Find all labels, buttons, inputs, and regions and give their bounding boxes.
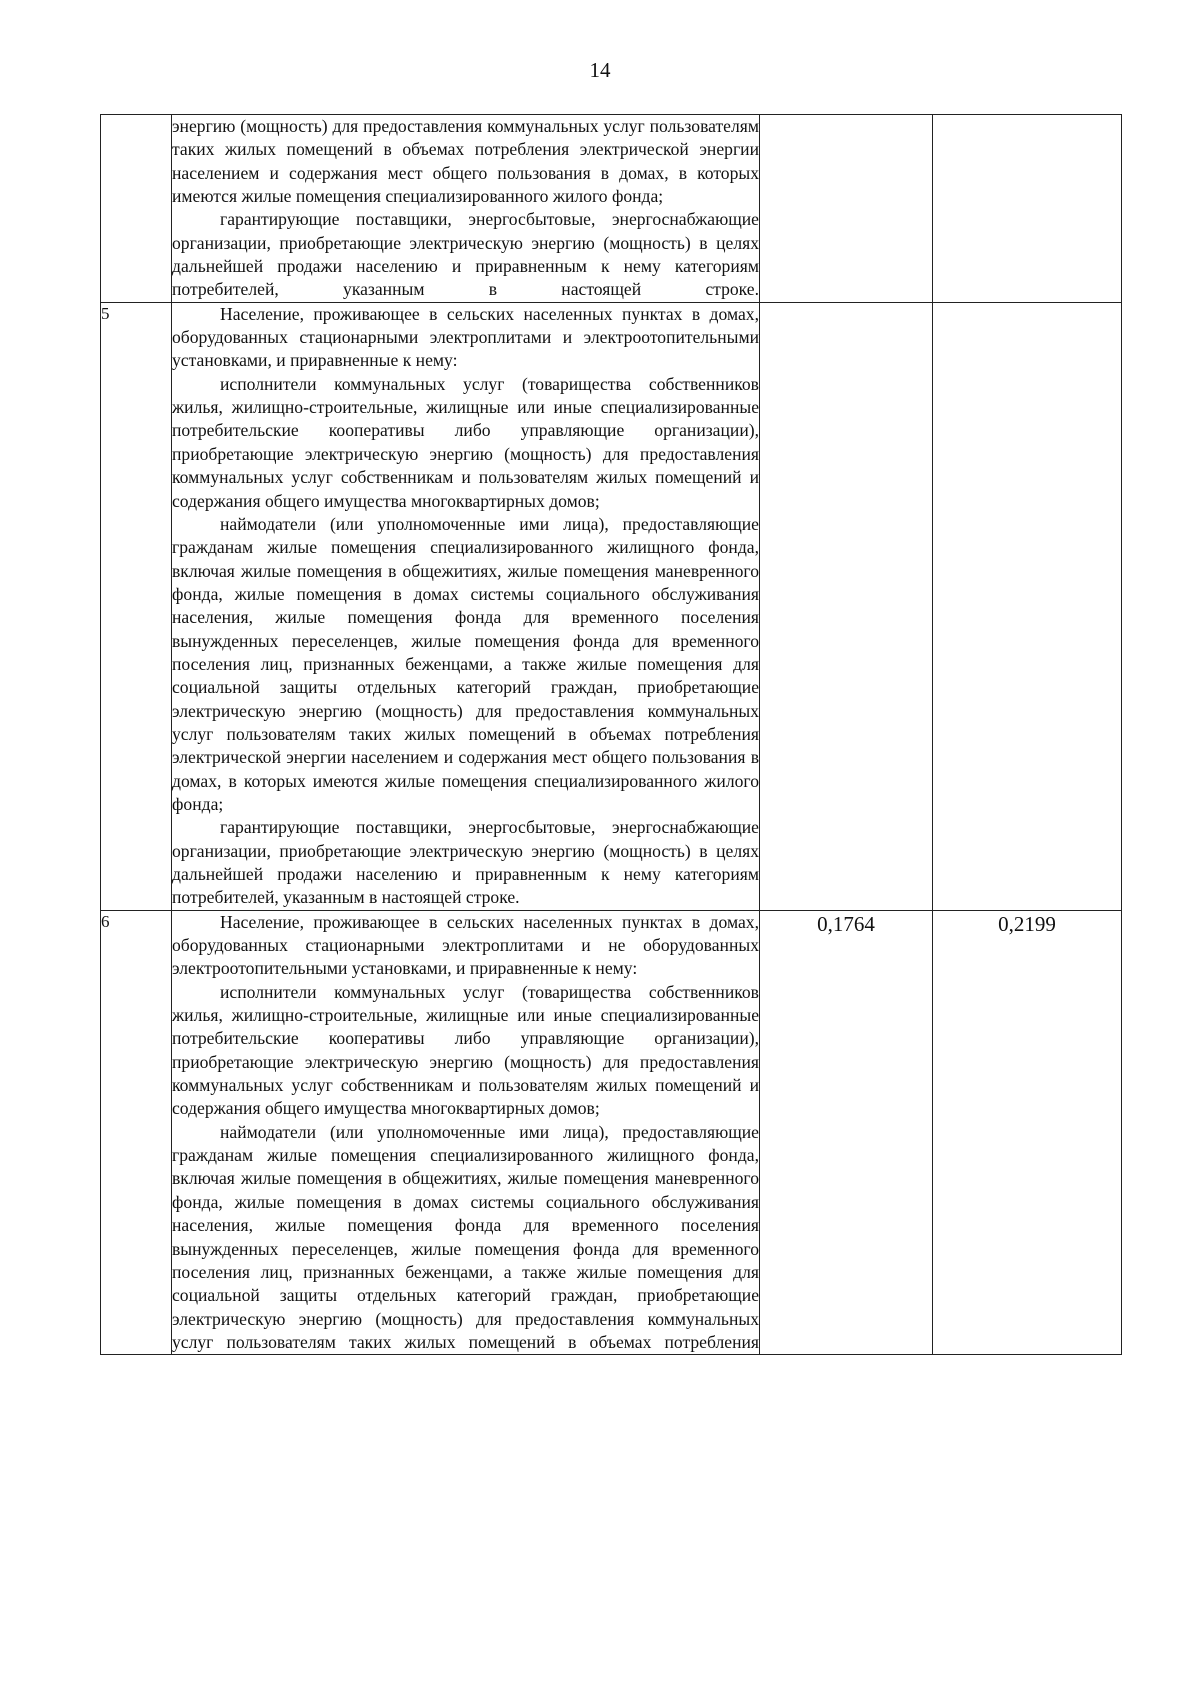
consumer-category-text [172, 910, 760, 1355]
tariff-value-2: 0,2199 [933, 910, 1122, 1355]
tariff-table [100, 114, 1122, 1355]
consumer-category-text [172, 115, 760, 303]
row-number [101, 115, 172, 303]
paragraph: гарантирующие поставщики, энергосбытовые, энергоснабжающие организации, приобретающие электрическую энергию (мощность) в целях дальнейшей продажи населению и приравненным к нему категориям потребителей, указанным в настоящей строке. [172, 817, 759, 908]
paragraph: наймодатели (или уполномоченные ими лица), предоставляющие гражданам жилые помещения специализированного жилищного фонда, включая жилые помещения в общежитиях, жилые помещения маневренного фонда, жилые помещения в домах системы социального обслуживания населения, жилые помещения фонда для временного поселения вынужденных переселенцев, жилые помещения фонда для временного поселения лиц, признанных беженцами, а также жилые помещения для социальной защиты отдельных категорий граждан, приобретающие электрическую энергию (мощность) для предоставления коммунальных услуг пользователям таких жилых помещений в объемах потребления электрической энергии населением и содержания мест общего пользования в домах, в которых имеются жилые помещения специализированного жилого фонда; [172, 513, 759, 814]
paragraph: наймодатели (или уполномоченные ими лица), предоставляющие гражданам жилые помещения специализированного жилищного фонда, включая жилые помещения в общежитиях, жилые помещения маневренного фонда, жилые помещения в домах системы социального обслуживания населения, жилые помещения фонда для временного поселения вынужденных переселенцев, жилые помещения фонда для временного поселения лиц, признанных беженцами, а также жилые помещения для социальной защиты отдельных категорий граждан, приобретающие электрическую энергию (мощность) для предоставления коммунальных услуг пользователям таких жилых помещений в объемах потребления [172, 1121, 759, 1352]
tariff-value-2 [933, 115, 1122, 303]
paragraph: Население, проживающее в сельских населенных пунктах в домах, оборудованных стационарными электроплитами и не оборудованных электроотопительными установками, и приравненные к нему: [172, 911, 759, 979]
tariff-value-1: 0,1764 [760, 910, 933, 1355]
table-row [101, 910, 1122, 1355]
tariff-value-1 [760, 302, 933, 910]
paragraph: гарантирующие поставщики, энергосбытовые, энергоснабжающие организации, приобретающие электрическую энергию (мощность) в целях дальнейшей продажи населению и приравненным к нему категориям потребителей, указанным в настоящей строке. [172, 209, 759, 300]
paragraph: исполнители коммунальных услуг (товарищества собственников жилья, жилищно-строительные, жилищные или иные специализированные потребительские кооперативы либо управляющие организации), приобретающие электрическую энергию (мощность) для предоставления коммунальных услуг собственникам и пользователям жилых помещений и содержания общего имущества многоквартирных домов; [172, 981, 759, 1119]
row-number: 5 [101, 302, 172, 910]
paragraph: Население, проживающее в сельских населенных пунктах в домах, оборудованных стационарными электроплитами и электроотопительными установками, и приравненные к нему: [172, 303, 759, 371]
page-number: 14 [589, 58, 611, 82]
table-row [101, 302, 1122, 910]
paragraph: исполнители коммунальных услуг (товарищества собственников жилья, жилищно-строительные, жилищные или иные специализированные потребительские кооперативы либо управляющие организации), приобретающие электрическую энергию (мощность) для предоставления коммунальных услуг собственникам и пользователям жилых помещений и содержания общего имущества многоквартирных домов; [172, 373, 759, 511]
tariff-value-2 [933, 302, 1122, 910]
paragraph: энергию (мощность) для предоставления коммунальных услуг пользователям таких жилых помещений в объемах потребления электрической энергии населением и содержания мест общего пользования в домах, в которых имеются жилые помещения специализированного жилого фонда; [172, 116, 759, 207]
consumer-category-text [172, 302, 760, 910]
tariff-value-1 [760, 115, 933, 303]
row-number: 6 [101, 910, 172, 1355]
table-row [101, 115, 1122, 303]
